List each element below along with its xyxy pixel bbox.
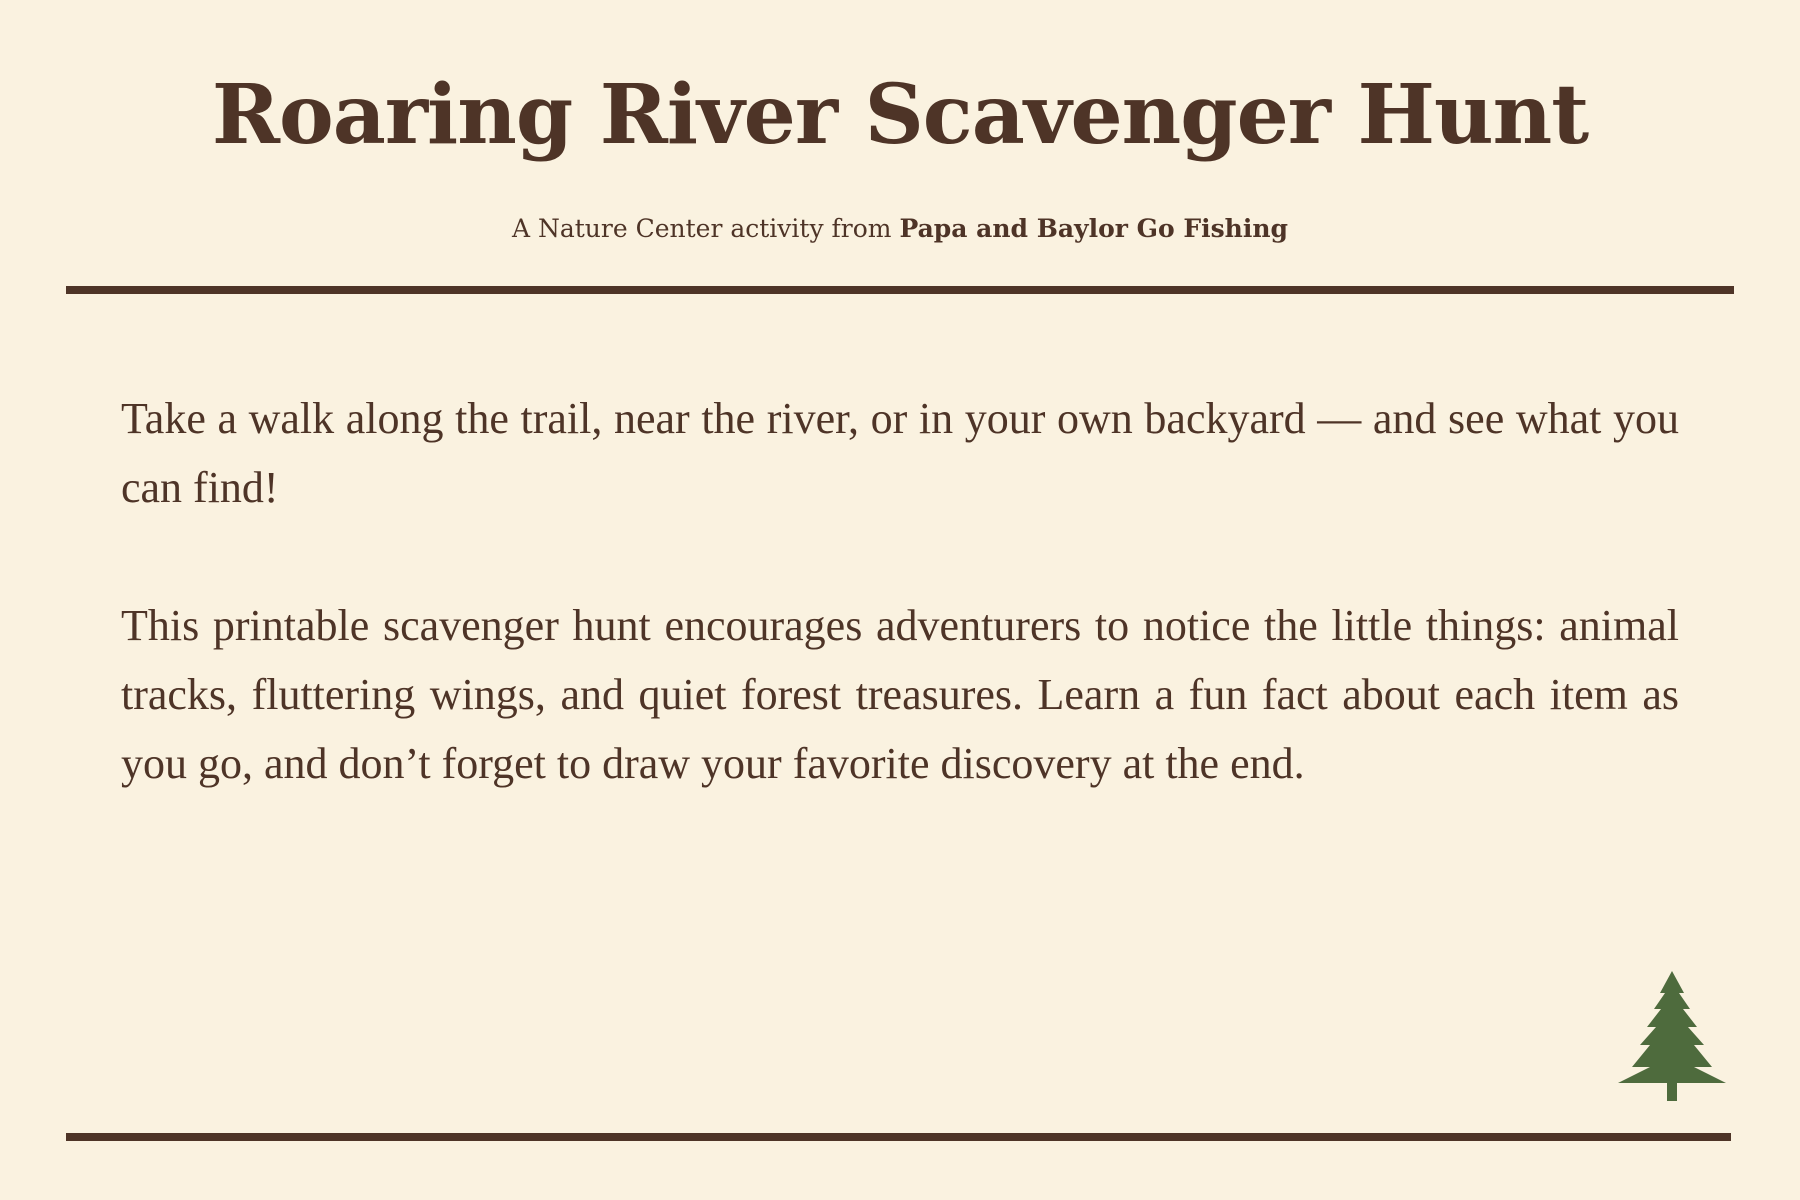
book-title: Papa and Baylor Go Fishing [899, 214, 1289, 243]
intro-paragraph-1: Take a walk along the trail, near the river, or in your own backyard — and see what you can find! [121, 394, 1679, 512]
subtitle [0, 214, 1800, 243]
subtitle-prefix: A Nature Center activity from [511, 214, 900, 243]
top-divider [66, 286, 1734, 294]
bottom-divider [66, 1133, 1731, 1141]
page-title: Roaring River Scavenger Hunt [211, 67, 1589, 163]
pine-tree-icon [1618, 971, 1726, 1101]
intro-text [121, 384, 1679, 798]
intro-paragraph-2: This printable scavenger hunt encourages adventurers to notice the little things: animal tracks, fluttering wings, and quiet forest treasures. Learn a fun fact about each item as you go, and don’t forget to draw your favorite discovery at the end. [121, 601, 1679, 788]
